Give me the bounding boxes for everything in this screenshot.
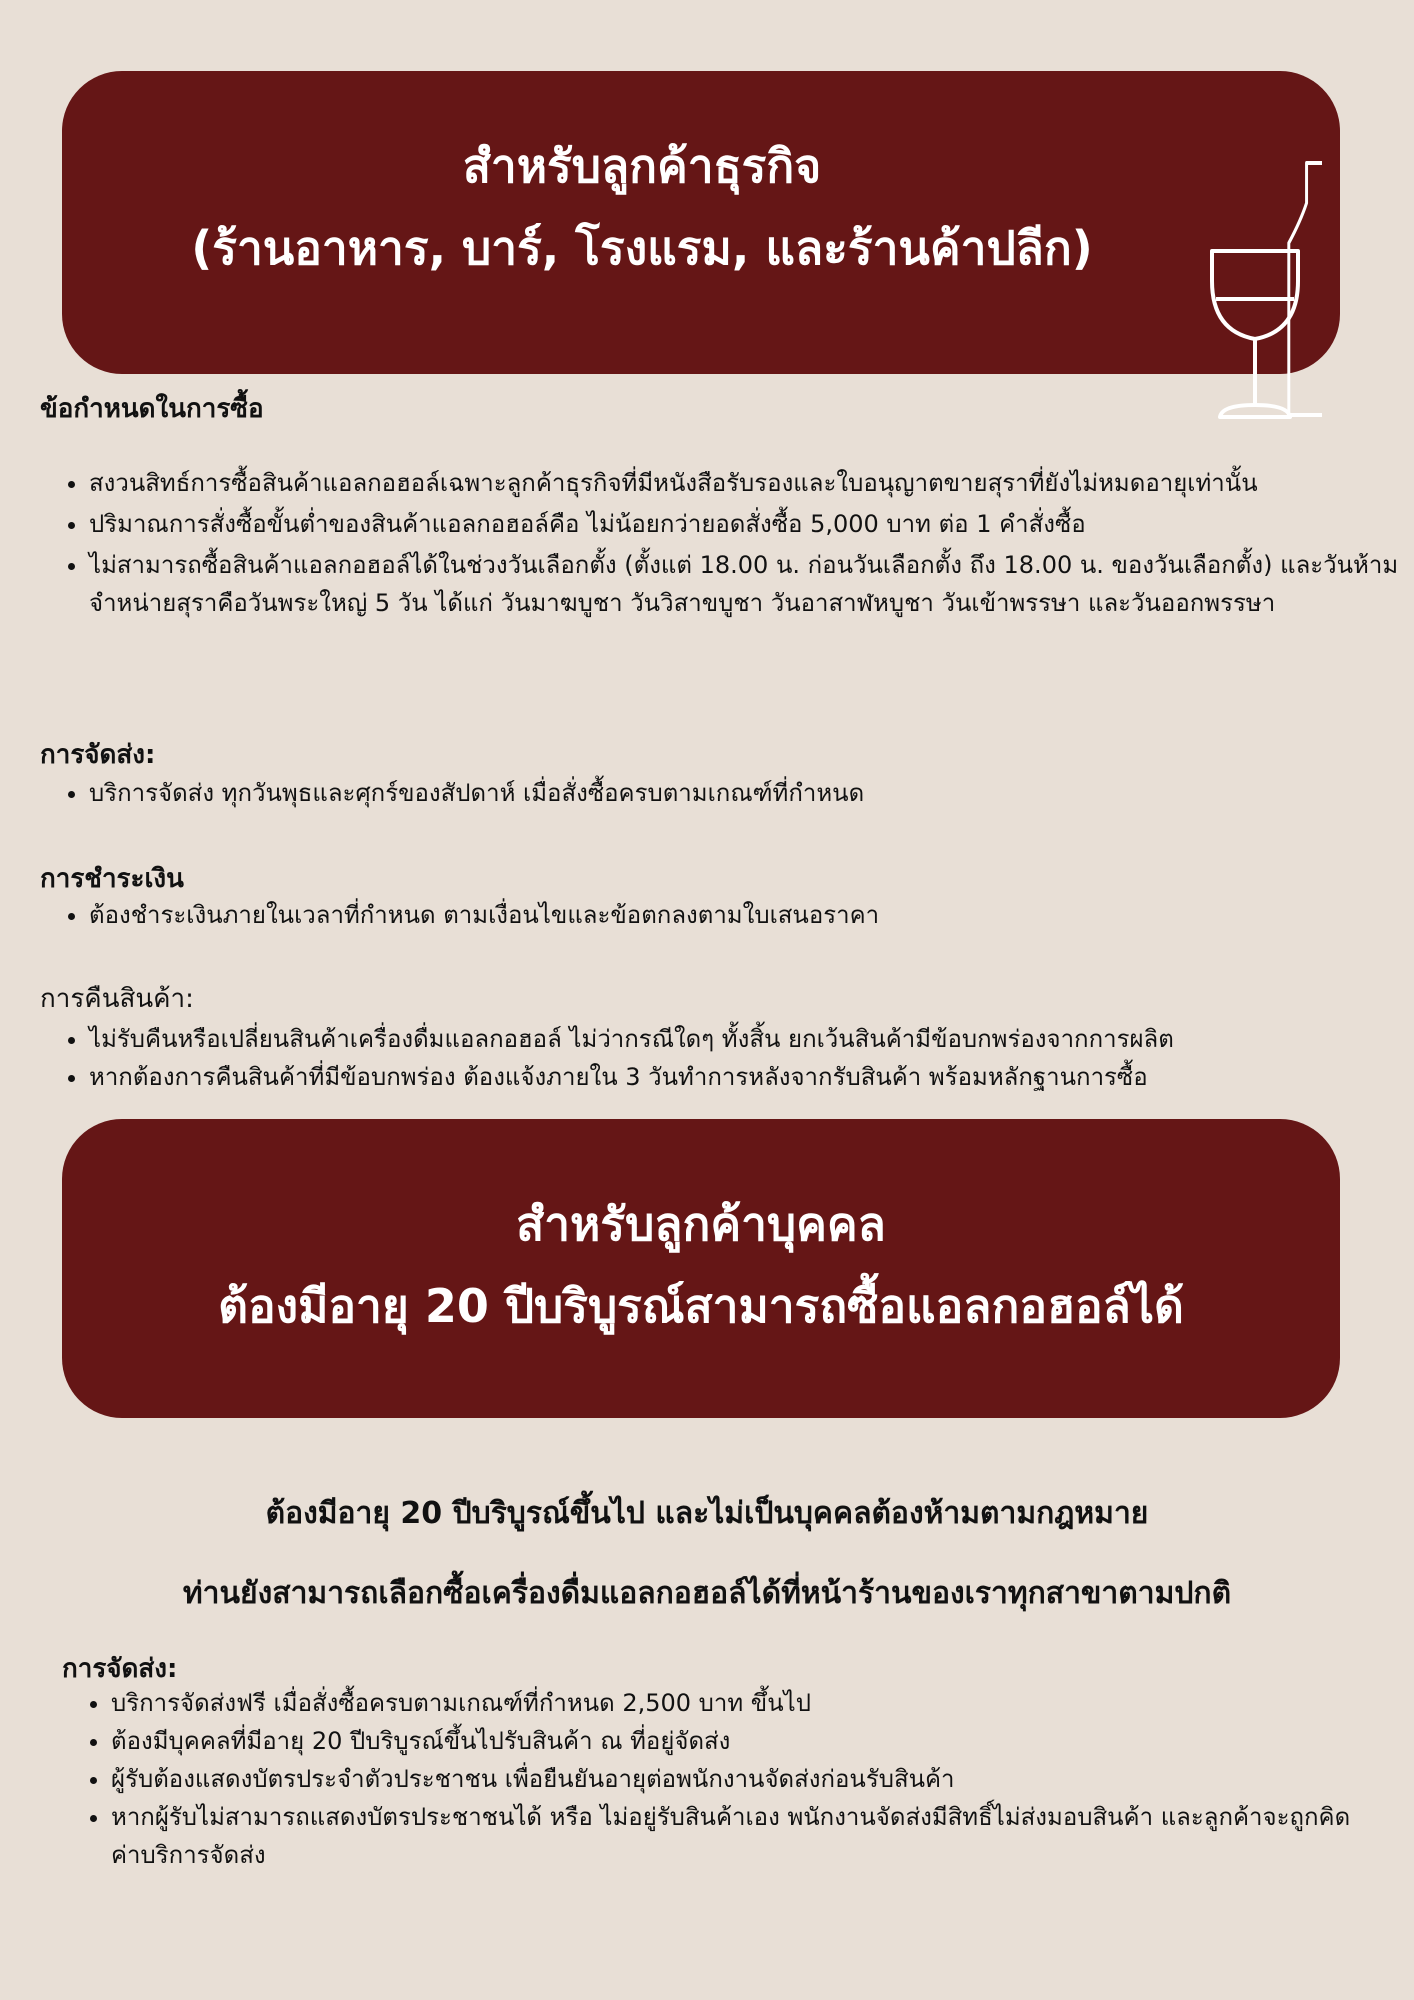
list-item: • หากต้องการคืนสินค้าที่มีข้อบกพร่อง ต้องแจ้งภายใน 3 วันทำการหลังจากรับสินค้า พร้อมหลักฐานการซื้อ	[89, 1058, 1414, 1096]
wine-glass-and-bottle-icon	[1202, 161, 1322, 423]
personal-delivery-title: การจัดส่ง:	[62, 1654, 178, 1684]
list-item: • ต้องมีบุคคลที่มีอายุ 20 ปีบริบูรณ์ขึ้นไปรับสินค้า ณ ที่อยู่จัดส่ง	[111, 1722, 1361, 1760]
business-delivery-list	[40, 774, 1414, 812]
list-item: • ไม่สามารถซื้อสินค้าแอลกอฮอล์ได้ในช่วงวันเลือกตั้ง (ตั้งแต่ 18.00 น. ก่อนวันเลือกตั้ง ถึง 18.00 น. ของวันเลือกตั้ง) และวันห้ามจำหน่ายสุราคือวันพระใหญ่ 5 วัน ได้แก่ วันมาฆบูชา วันวิสาขบูชา วันอาสาฬหบูชา วันเข้าพรรษา และวันออกพรรษา	[89, 546, 1414, 622]
store-purchase-note: ท่านยังสามารถเลือกซื้อเครื่องดื่มแอลกอฮอล์ได้ที่หน้าร้านของเราทุกสาขาตามปกติ	[182, 1576, 1232, 1611]
purchase-requirements-list	[40, 464, 1414, 622]
returns-title: การคืนสินค้า:	[40, 984, 194, 1014]
payment-title: การชำระเงิน	[40, 864, 184, 894]
business-delivery-title: การจัดส่ง:	[40, 740, 156, 770]
list-item: • บริการจัดส่งฟรี เมื่อสั่งซื้อครบตามเกณฑ์ที่กำหนด 2,500 บาท ขึ้นไป	[111, 1684, 1361, 1722]
list-item: • สงวนสิทธ์การซื้อสินค้าแอลกอฮอล์เฉพาะลูกค้าธุรกิจที่มีหนังสือรับรองและใบอนุญาตขายสุราที่ยังไม่หมดอายุเท่านั้น	[89, 464, 1414, 502]
purchase-requirements-title: ข้อกำหนดในการซื้อ	[40, 394, 264, 424]
personal-delivery-list	[62, 1684, 1361, 1874]
age-requirement-note: ต้องมีอายุ 20 ปีบริบูรณ์ขึ้นไป และไม่เป็นบุคคลต้องห้ามตามกฎหมาย	[265, 1496, 1149, 1531]
list-item: • ต้องชำระเงินภายในเวลาที่กำหนด ตามเงื่อนไขและข้อตกลงตามใบเสนอราคา	[89, 896, 1414, 934]
list-item: • ไม่รับคืนหรือเปลี่ยนสินค้าเครื่องดื่มแอลกอฮอล์ ไม่ว่ากรณีใดๆ ทั้งสิ้น ยกเว้นสินค้ามีข้อบกพร่องจากการผลิต	[89, 1020, 1414, 1058]
payment-list	[40, 896, 1414, 934]
personal-banner-subtitle: ต้องมีอายุ 20 ปีบริบูรณ์สามารถซื้อแอลกอฮอล์ได้	[218, 1279, 1184, 1333]
personal-banner-title: สำหรับลูกค้าบุคคล	[516, 1197, 886, 1251]
returns-list	[40, 1020, 1414, 1096]
business-banner-title: สำหรับลูกค้าธุรกิจ	[462, 139, 822, 193]
list-item: • หากผู้รับไม่สามารถแสดงบัตรประชาชนได้ หรือ ไม่อยู่รับสินค้าเอง พนักงานจัดส่งมีสิทธิ์ไม่ส่งมอบสินค้า และลูกค้าจะถูกคิดค่าบริการจัดส่ง	[111, 1798, 1361, 1874]
personal-banner	[62, 1119, 1340, 1418]
list-item: • ผู้รับต้องแสดงบัตรประจำตัวประชาชน เพื่อยืนยันอายุต่อพนักงานจัดส่งก่อนรับสินค้า	[111, 1760, 1361, 1798]
business-banner-subtitle: (ร้านอาหาร, บาร์, โรงแรม, และร้านค้าปลีก)	[191, 221, 1093, 275]
list-item: • ปริมาณการสั่งซื้อขั้นต่ำของสินค้าแอลกอฮอล์คือ ไม่น้อยกว่ายอดสั่งซื้อ 5,000 บาท ต่อ 1 คำสั่งซื้อ	[89, 505, 1414, 543]
list-item: • บริการจัดส่ง ทุกวันพุธและศุกร์ของสัปดาห์ เมื่อสั่งซื้อครบตามเกณฑ์ที่กำหนด	[89, 774, 1414, 812]
business-banner	[62, 71, 1340, 374]
